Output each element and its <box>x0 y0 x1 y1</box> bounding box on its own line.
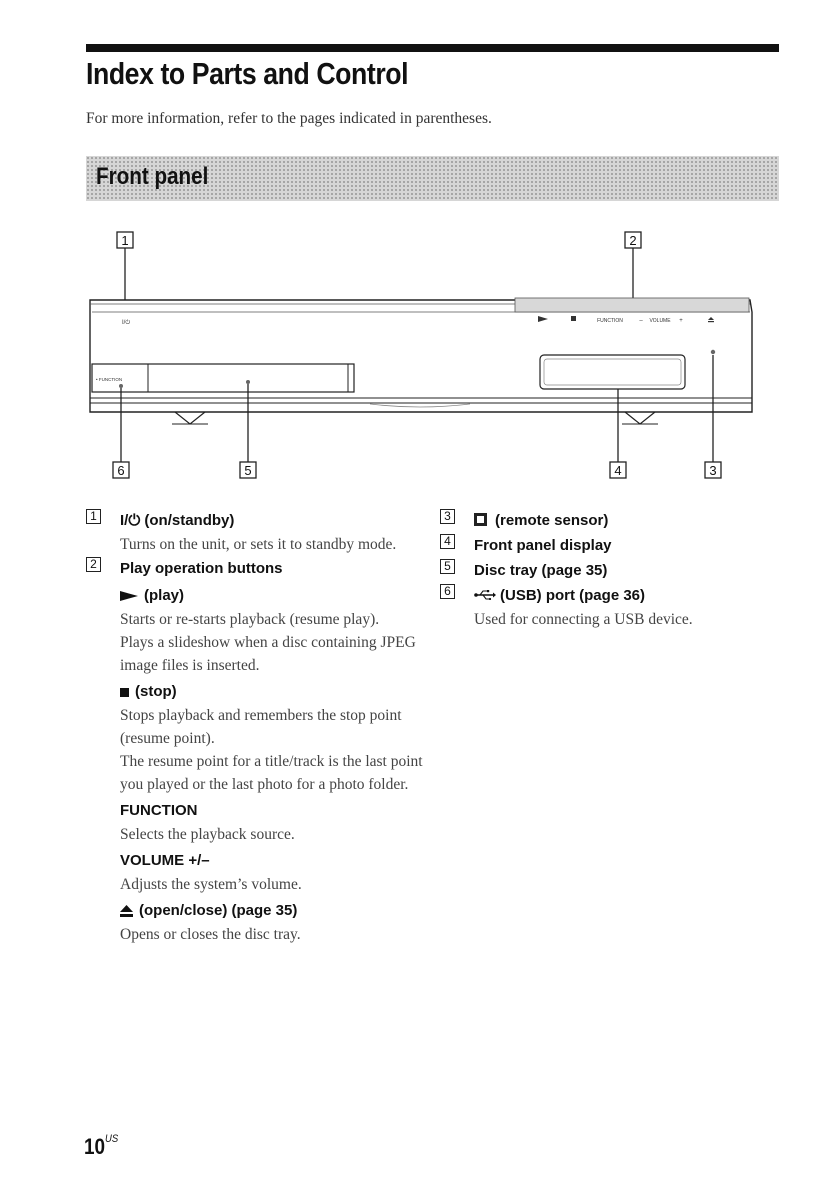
svg-text:2: 2 <box>629 233 637 248</box>
volume-subtitle: VOLUME +/– <box>120 852 210 869</box>
item-disc-tray <box>440 558 770 583</box>
item-title: (USB) port (page 36) <box>474 583 770 608</box>
item-number: 3 <box>440 509 455 524</box>
item-play-operation <box>86 556 426 946</box>
svg-text:+: + <box>679 318 683 324</box>
item-title: (remote sensor) <box>474 508 770 533</box>
left-column <box>86 508 426 946</box>
item-number: 4 <box>440 534 455 549</box>
item-remote-sensor <box>440 508 770 533</box>
item-number: 2 <box>86 557 101 572</box>
callout-1 <box>117 232 133 306</box>
section-title: Front panel <box>96 163 209 190</box>
svg-text:FUNCTION: FUNCTION <box>597 318 623 324</box>
front-panel-diagram <box>0 0 840 500</box>
item-title: Front panel display <box>474 537 612 554</box>
stop-desc-1: Stops playback and remembers the stop point (resume point). <box>120 707 402 747</box>
svg-text:• FUNCTION: • FUNCTION <box>96 377 123 382</box>
svg-text:4: 4 <box>614 463 622 478</box>
svg-text:3: 3 <box>709 463 717 478</box>
item-on-standby <box>86 508 426 556</box>
svg-text:–: – <box>639 318 643 324</box>
usb-icon <box>474 590 496 600</box>
remote-sensor-icon <box>474 513 487 526</box>
function-desc: Selects the playback source. <box>120 826 295 843</box>
svg-text:6: 6 <box>117 463 125 478</box>
eject-desc: Opens or closes the disc tray. <box>120 926 301 943</box>
disc-tray <box>92 364 354 392</box>
function-subtitle: FUNCTION <box>120 802 198 819</box>
item-number: 5 <box>440 559 455 574</box>
play-subtitle: (play) <box>120 583 426 608</box>
page-number: $10^{US}$ <box>84 1133 119 1159</box>
item-title: Play operation buttons <box>120 560 283 577</box>
stop-desc-2: The resume point for a title/track is the last point you played or the last photo for a photo folder. <box>120 753 423 793</box>
item-front-panel-display <box>440 533 770 558</box>
svg-text:I/⏻: I/⏻ <box>122 320 131 326</box>
svg-text:5: 5 <box>244 463 252 478</box>
eject-subtitle: (open/close) (page 35) <box>120 898 426 923</box>
stop-subtitle: (stop) <box>120 679 426 704</box>
callout-2 <box>625 232 641 300</box>
svg-text:VOLUME: VOLUME <box>649 318 671 324</box>
volume-desc: Adjusts the system’s volume. <box>120 876 302 893</box>
right-column <box>440 508 770 631</box>
item-title: Disc tray (page 35) <box>474 562 608 579</box>
svg-text:1: 1 <box>121 233 129 248</box>
item-usb-port <box>440 583 770 631</box>
play-desc-2: Plays a slideshow when a disc containing JPEG image files is inserted. <box>120 634 416 674</box>
play-icon <box>120 591 138 601</box>
item-desc: Turns on the unit, or sets it to standby mode. <box>120 536 397 553</box>
item-number: 1 <box>86 509 101 524</box>
page-suffix: US <box>105 1133 119 1145</box>
play-desc-1: Starts or re-starts playback (resume play). <box>120 611 380 628</box>
intro-text: For more information, refer to the pages indicated in parentheses. <box>86 110 492 127</box>
stop-icon <box>120 688 129 697</box>
item-desc: Used for connecting a USB device. <box>474 611 693 628</box>
eject-icon <box>120 905 133 917</box>
page-title: Index to Parts and Control <box>86 56 409 91</box>
item-title: I/⏻ (on/standby) <box>120 512 235 529</box>
item-number: 6 <box>440 584 455 599</box>
